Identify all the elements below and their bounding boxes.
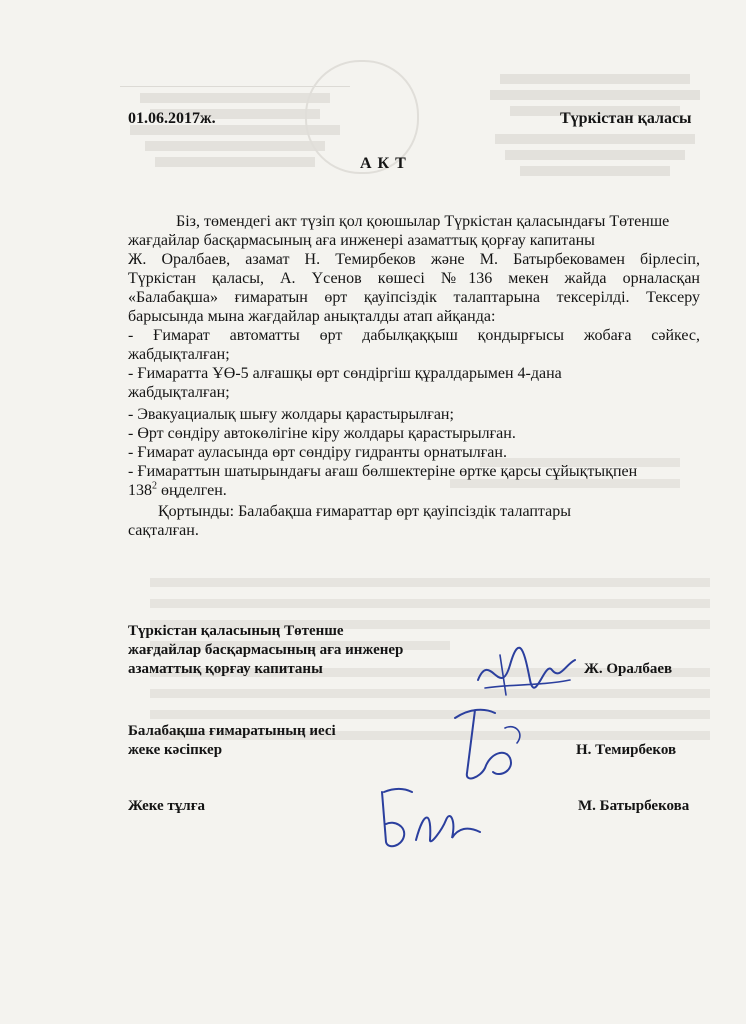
- body-line-9: - Ғимаратта ҰӨ-5 алғашқы өрт сөндіргіш құралдарымен 4-дана: [128, 365, 562, 382]
- body-line-6: барысында мына жағдайлар анықталды атап айқанда:: [128, 308, 496, 325]
- document-date: 01.06.2017ж.: [128, 110, 216, 127]
- document-title: А К Т: [360, 155, 407, 172]
- person-handwritten-signature: [372, 780, 492, 860]
- inspector-name: Ж. Оралбаев: [584, 661, 673, 677]
- body-line-1: Біз, төмендегі акт түзіп қол қоюшылар Түркістан қаласындағы Төтенше: [176, 213, 670, 230]
- body-line-2: жағдайлар басқармасының аға инженері азаматтық қорғау капитаны: [128, 232, 595, 249]
- body-line-7: - Ғимарат автоматты өрт дабылқаққыш қондырғысы жобаға сәйкес,: [128, 327, 700, 344]
- body-line-15: [128, 481, 700, 500]
- inspector-title-line-1: Түркістан қаласының Төтенше: [128, 623, 344, 639]
- document-city: Түркістан қаласы: [560, 110, 692, 127]
- inspector-signature-block: [128, 622, 403, 679]
- body-line-4: Түркістан қаласы, А. Үсенов көшесі №136 мекен жайда орналасқан: [128, 270, 700, 287]
- body-line-13: - Ғимарат ауласында өрт сөндіру гидранты орнатылған.: [128, 444, 507, 461]
- owner-title-line-2: жеке кәсіпкер: [128, 742, 223, 758]
- treat-number: 138: [128, 482, 152, 499]
- person-signature-block: [128, 797, 205, 816]
- treat-superscript: 2: [152, 480, 157, 492]
- treat-word: өңделген.: [157, 482, 227, 499]
- owner-handwritten-signature: [445, 698, 535, 788]
- person-title-line-1: Жеке тұлға: [128, 798, 205, 814]
- inspector-title-line-2: жағдайлар басқармасының аға инженер: [128, 642, 404, 658]
- owner-title-line-1: Балабақша ғимаратының иесі: [128, 723, 336, 739]
- conclusion-line-2: сақталған.: [128, 522, 199, 539]
- owner-signature-block: [128, 722, 336, 760]
- owner-name: Н. Темирбеков: [576, 742, 677, 758]
- body-line-3: Ж. Оралбаев, азамат Н. Темирбеков және М. Батырбековамен бірлесіп,: [128, 251, 700, 268]
- body-line-10: жабдықталған;: [128, 384, 230, 401]
- conclusion-line-1: Қортынды: Балабақша ғимараттар өрт қауіпсіздік талаптары: [158, 503, 571, 520]
- body-line-14: - Ғимараттын шатырындағы ағаш бөлшектеріне өртке қарсы сұйықтықпен: [128, 463, 638, 480]
- body-line-12: - Өрт сөндіру автокөлігіне кіру жолдары қарастырылған.: [128, 425, 516, 442]
- inspector-title-line-3: азаматтық қорғау капитаны: [128, 661, 323, 677]
- body-line-11: - Эвакуациалық шығу жолдары қарастырылған;: [128, 406, 454, 423]
- body-line-5: «Балабақша» ғимаратын өрт қауіпсіздік талаптарына тексерілді. Тексеру: [128, 289, 700, 306]
- person-name: М. Батырбекова: [578, 798, 690, 814]
- body-line-8: жабдықталған;: [128, 346, 230, 363]
